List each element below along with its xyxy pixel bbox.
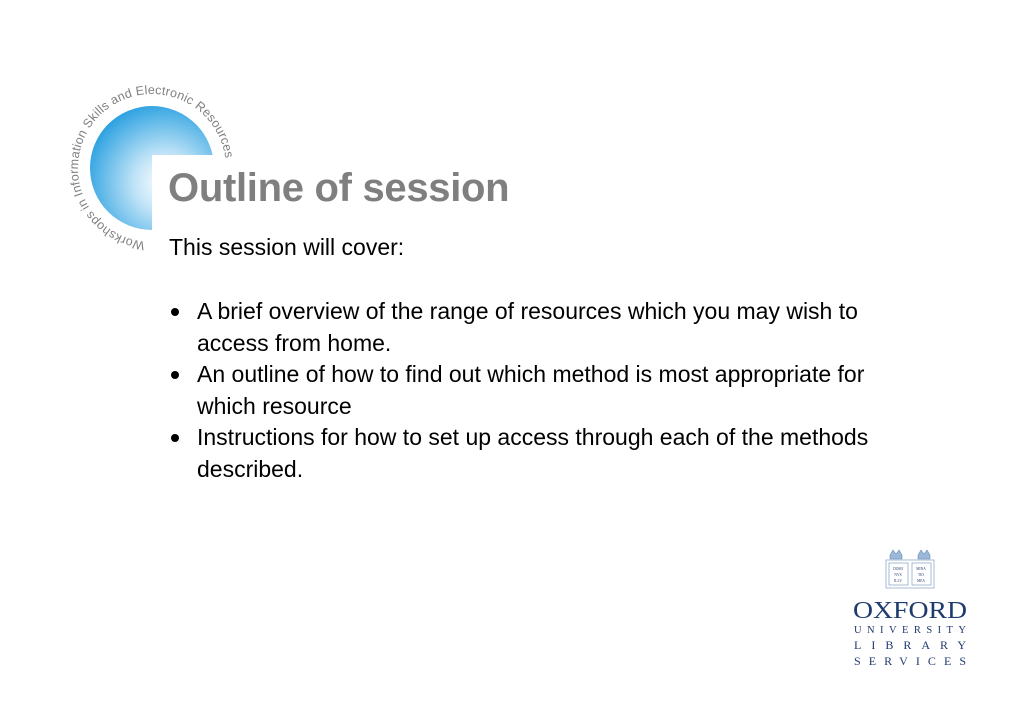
bullet-item xyxy=(169,359,929,422)
svg-text:DOMI: DOMI xyxy=(893,567,903,571)
logo-library-text: LIBRARY xyxy=(854,638,966,652)
workshops-logo xyxy=(44,62,254,262)
slide-title: Outline of session xyxy=(168,166,510,210)
svg-text:MEA: MEA xyxy=(917,579,925,583)
svg-text:MINA: MINA xyxy=(916,567,926,571)
bullet-text: An outline of how to find out which method is most appropriate for which resource xyxy=(197,361,865,419)
oxford-library-logo xyxy=(846,546,974,672)
svg-text:TIO: TIO xyxy=(918,573,924,577)
bullet-dot xyxy=(171,308,179,316)
bullet-text: A brief overview of the range of resources which you may wish to access from home. xyxy=(197,298,858,356)
svg-text:NVS: NVS xyxy=(894,573,902,577)
bullet-item xyxy=(169,422,929,485)
logo-ring-text: Workshops in Information Skills and Electronic Resources xyxy=(66,82,237,253)
svg-text:ILLV: ILLV xyxy=(894,579,902,583)
intro-text: This session will cover: xyxy=(169,234,405,260)
bullet-item xyxy=(169,296,929,359)
bullet-text: Instructions for how to set up access through each of the methods described. xyxy=(197,424,869,482)
bullet-list xyxy=(169,296,929,485)
bullet-dot xyxy=(171,371,179,379)
logo-services-text: SERVICES xyxy=(854,654,966,668)
logo-university-text: UNIVERSITY xyxy=(854,625,966,636)
logo-oxford-text: OXFORD xyxy=(853,598,967,624)
bullet-dot xyxy=(171,434,179,442)
